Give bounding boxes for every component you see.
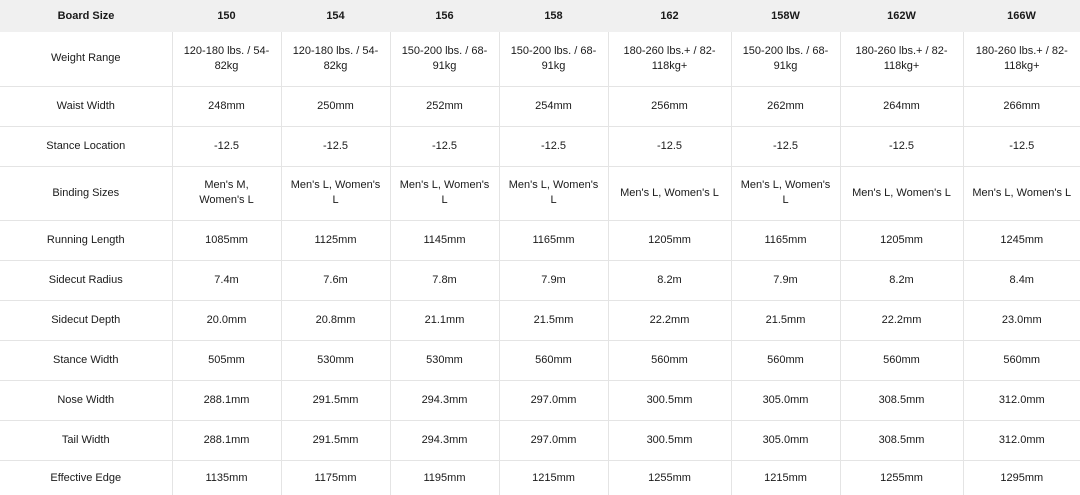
table-cell: 8.2m [608, 260, 731, 300]
table-cell: 262mm [731, 86, 840, 126]
table-cell: 1195mm [390, 460, 499, 495]
table-cell: -12.5 [390, 126, 499, 166]
table-cell: 22.2mm [608, 300, 731, 340]
table-cell: 21.5mm [499, 300, 608, 340]
table-cell: 120-180 lbs. / 54-82kg [281, 32, 390, 86]
header-size-158: 158 [499, 0, 608, 32]
table-cell: 7.9m [731, 260, 840, 300]
table-body [0, 32, 1080, 495]
table-row [0, 460, 1080, 495]
table-cell: 294.3mm [390, 380, 499, 420]
table-cell: 288.1mm [172, 420, 281, 460]
table-cell: 291.5mm [281, 380, 390, 420]
table-cell: 297.0mm [499, 420, 608, 460]
header-row [0, 0, 1080, 32]
table-cell: -12.5 [608, 126, 731, 166]
table-row [0, 420, 1080, 460]
header-size-156: 156 [390, 0, 499, 32]
table-cell: 560mm [499, 340, 608, 380]
row-label-binding-sizes: Binding Sizes [0, 166, 172, 220]
table-cell: -12.5 [731, 126, 840, 166]
table-cell: 530mm [281, 340, 390, 380]
table-cell: 308.5mm [840, 380, 963, 420]
table-cell: 256mm [608, 86, 731, 126]
table-cell: 1165mm [499, 220, 608, 260]
table-cell: 150-200 lbs. / 68-91kg [390, 32, 499, 86]
table-cell: Men's L, Women's L [608, 166, 731, 220]
row-label-effective-edge: Effective Edge [0, 460, 172, 495]
table-cell: 312.0mm [963, 420, 1080, 460]
table-cell: 1165mm [731, 220, 840, 260]
table-cell: 7.9m [499, 260, 608, 300]
table-row [0, 32, 1080, 86]
table-cell: 560mm [608, 340, 731, 380]
table-cell: 560mm [963, 340, 1080, 380]
table-row [0, 380, 1080, 420]
row-label-sidecut-radius: Sidecut Radius [0, 260, 172, 300]
table-cell: 7.6m [281, 260, 390, 300]
table-cell: 305.0mm [731, 380, 840, 420]
table-cell: Men's L, Women's L [499, 166, 608, 220]
table-cell: 180-260 lbs.+ / 82-118kg+ [963, 32, 1080, 86]
table-row [0, 260, 1080, 300]
row-label-stance-location: Stance Location [0, 126, 172, 166]
header-size-166w: 166W [963, 0, 1080, 32]
table-cell: 250mm [281, 86, 390, 126]
table-cell: 1215mm [731, 460, 840, 495]
header-size-158w: 158W [731, 0, 840, 32]
table-header [0, 0, 1080, 32]
table-row [0, 166, 1080, 220]
table-cell: 23.0mm [963, 300, 1080, 340]
table-cell: 305.0mm [731, 420, 840, 460]
row-label-stance-width: Stance Width [0, 340, 172, 380]
header-label-board-size: Board Size [0, 0, 172, 32]
table-cell: -12.5 [172, 126, 281, 166]
table-cell: 21.1mm [390, 300, 499, 340]
table-cell: 21.5mm [731, 300, 840, 340]
table-cell: 560mm [840, 340, 963, 380]
table-cell: 312.0mm [963, 380, 1080, 420]
table-cell: -12.5 [281, 126, 390, 166]
table-cell: 180-260 lbs.+ / 82-118kg+ [608, 32, 731, 86]
table-cell: 248mm [172, 86, 281, 126]
row-label-tail-width: Tail Width [0, 420, 172, 460]
table-cell: 264mm [840, 86, 963, 126]
table-cell: Men's L, Women's L [963, 166, 1080, 220]
table-row [0, 126, 1080, 166]
table-cell: 297.0mm [499, 380, 608, 420]
header-size-162w: 162W [840, 0, 963, 32]
table-cell: 308.5mm [840, 420, 963, 460]
table-cell: Men's L, Women's L [731, 166, 840, 220]
table-row [0, 86, 1080, 126]
row-label-running-length: Running Length [0, 220, 172, 260]
table-cell: 1175mm [281, 460, 390, 495]
table-cell: -12.5 [963, 126, 1080, 166]
table-cell: 1085mm [172, 220, 281, 260]
row-label-sidecut-depth: Sidecut Depth [0, 300, 172, 340]
table-cell: 294.3mm [390, 420, 499, 460]
table-cell: 150-200 lbs. / 68-91kg [731, 32, 840, 86]
table-cell: 300.5mm [608, 380, 731, 420]
table-row [0, 340, 1080, 380]
table-cell: 266mm [963, 86, 1080, 126]
table-cell: 254mm [499, 86, 608, 126]
table-cell: 7.8m [390, 260, 499, 300]
table-cell: 1205mm [608, 220, 731, 260]
table-cell: 20.8mm [281, 300, 390, 340]
table-cell: 1215mm [499, 460, 608, 495]
table-row [0, 300, 1080, 340]
table-cell: 7.4m [172, 260, 281, 300]
table-cell: 22.2mm [840, 300, 963, 340]
table-cell: 1145mm [390, 220, 499, 260]
table-cell: 8.4m [963, 260, 1080, 300]
table-cell: 560mm [731, 340, 840, 380]
row-label-nose-width: Nose Width [0, 380, 172, 420]
table-cell: 288.1mm [172, 380, 281, 420]
table-cell: 252mm [390, 86, 499, 126]
table-cell: Men's L, Women's L [840, 166, 963, 220]
table-cell: -12.5 [499, 126, 608, 166]
table-cell: 1255mm [840, 460, 963, 495]
header-size-150: 150 [172, 0, 281, 32]
table-cell: 120-180 lbs. / 54-82kg [172, 32, 281, 86]
table-cell: 180-260 lbs.+ / 82-118kg+ [840, 32, 963, 86]
table-cell: 291.5mm [281, 420, 390, 460]
table-cell: -12.5 [840, 126, 963, 166]
row-label-weight-range: Weight Range [0, 32, 172, 86]
table-cell: Men's L, Women's L [390, 166, 499, 220]
header-size-154: 154 [281, 0, 390, 32]
table-cell: 20.0mm [172, 300, 281, 340]
table-cell: 530mm [390, 340, 499, 380]
table-row [0, 220, 1080, 260]
table-cell: 8.2m [840, 260, 963, 300]
table-cell: 1295mm [1000, 472, 1044, 485]
table-cell: Men's M, Women's L [172, 166, 281, 220]
table-cell: 300.5mm [608, 420, 731, 460]
table-cell: 1135mm [172, 460, 281, 495]
table-cell: 1255mm [608, 460, 731, 495]
table-cell: 505mm [172, 340, 281, 380]
table-cell: 150-200 lbs. / 68-91kg [499, 32, 608, 86]
table-cell: Men's L, Women's L [281, 166, 390, 220]
table-cell: 1125mm [281, 220, 390, 260]
row-label-waist-width: Waist Width [0, 86, 172, 126]
table-cell: 1245mm [963, 220, 1080, 260]
header-size-162: 162 [608, 0, 731, 32]
table-cell: 1205mm [840, 220, 963, 260]
